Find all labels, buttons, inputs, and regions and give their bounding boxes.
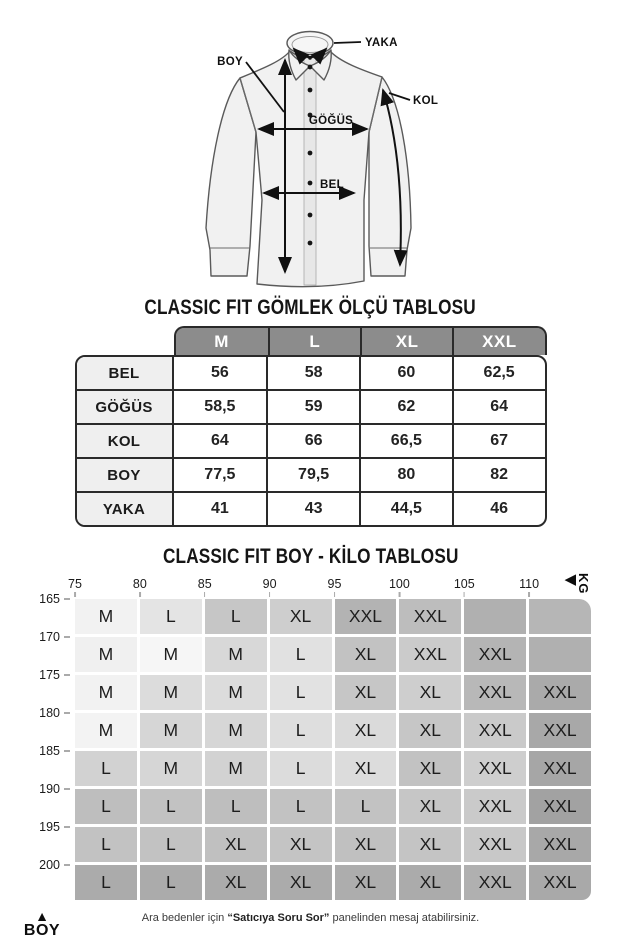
size-value-cell: 66	[266, 425, 359, 457]
size-value-cell: 77,5	[204, 466, 236, 483]
kilo-size-cell: XL	[205, 865, 267, 900]
kilo-size-cell: M	[140, 675, 202, 710]
kilo-size-cell: XL	[270, 865, 332, 900]
kilo-size-cell: M	[140, 713, 202, 748]
kilo-size-cell: XXL	[464, 713, 526, 748]
kilo-size-cell: XXL	[464, 637, 526, 672]
boy-axis-label	[17, 910, 67, 940]
size-value-cell: 41	[210, 500, 229, 517]
size-value-cell: 46	[452, 493, 545, 525]
footer-note	[0, 908, 621, 924]
kilo-size-cell: L	[270, 675, 332, 710]
kg-tick: 100	[389, 577, 410, 597]
kg-tick: 105	[454, 577, 475, 597]
height-tick: 180	[39, 706, 70, 720]
footer-prefix: Ara bedenler için	[141, 912, 228, 924]
kilo-size-cell: M	[75, 675, 137, 710]
diagram-label-gogus: GÖĞÜS	[308, 115, 354, 127]
shirt-diagram-svg	[0, 0, 621, 292]
size-value-cell: 66,5	[359, 425, 452, 457]
kg-tick: 85	[198, 577, 212, 597]
size-col-header: XL	[360, 328, 452, 355]
kilo-size-cell: M	[75, 637, 137, 672]
boy-arrow-icon: ▲	[35, 908, 49, 924]
diagram-label-boy: BOY	[217, 56, 243, 68]
kilo-size-cell: XL	[335, 675, 397, 710]
kilo-size-cell: L	[75, 789, 137, 824]
kilo-size-cell: XXL	[529, 789, 591, 824]
size-table-title: CLASSIC FIT GÖMLEK ÖLÇÜ TABLOSU	[144, 295, 477, 319]
size-table-row	[77, 357, 545, 389]
size-value-cell: 80	[359, 459, 452, 491]
kilo-empty-cell	[529, 599, 591, 634]
size-table	[75, 326, 547, 527]
kilo-size-cell: XXL	[464, 751, 526, 786]
boy-axis-text: BOY	[23, 922, 61, 939]
kilo-size-cell: XXL	[529, 865, 591, 900]
kg-tick: 75	[68, 577, 82, 597]
shirt-outline	[206, 32, 411, 287]
kg-axis-label	[564, 573, 589, 595]
size-table-row	[77, 457, 545, 491]
height-tick: 200	[39, 858, 70, 872]
kilo-size-cell: L	[140, 827, 202, 862]
kilo-size-cell: M	[75, 713, 137, 748]
kilo-size-cell: L	[205, 599, 267, 634]
kg-tick: 95	[328, 577, 342, 597]
kilo-size-cell: M	[205, 637, 267, 672]
size-table-row	[77, 423, 545, 457]
kilo-size-cell: XL	[399, 675, 461, 710]
kilo-size-cell: XXL	[335, 599, 397, 634]
kilo-size-cell: M	[205, 751, 267, 786]
kilo-size-cell: XL	[270, 827, 332, 862]
kilo-size-cell: M	[140, 751, 202, 786]
kilo-empty-cell	[464, 599, 526, 634]
kilo-size-cell: XL	[399, 713, 461, 748]
height-tick: 170	[39, 630, 70, 644]
size-table-row	[77, 491, 545, 525]
size-value-cell: 58,5	[204, 398, 236, 415]
size-value-cell: 44,5	[359, 493, 452, 525]
kilo-size-cell: M	[75, 599, 137, 634]
kilo-size-cell: L	[205, 789, 267, 824]
kilo-chart-title: CLASSIC FIT BOY - KİLO TABLOSU	[162, 544, 459, 568]
size-col-header: L	[268, 328, 360, 355]
kilo-size-cell: L	[270, 637, 332, 672]
height-tick: 175	[39, 668, 70, 682]
height-tick: 185	[39, 744, 70, 758]
size-value-cell: 62	[359, 391, 452, 423]
size-table-row	[77, 389, 545, 423]
kilo-empty-cell	[529, 637, 591, 672]
size-row-label: BOY	[77, 459, 174, 491]
size-value-cell: 60	[359, 357, 452, 389]
kilo-size-cell: XL	[399, 751, 461, 786]
kilo-size-cell: XXL	[464, 675, 526, 710]
size-value-cell: 56	[210, 364, 229, 381]
size-col-header: M	[176, 328, 268, 355]
footer-highlight: “Satıcıya Soru Sor”	[227, 912, 330, 924]
size-value-cell: 64	[210, 432, 229, 449]
size-value-cell: 82	[452, 459, 545, 491]
diagram-label-kol: KOL	[413, 95, 439, 107]
kilo-size-cell: XXL	[464, 865, 526, 900]
size-col-header: XXL	[452, 328, 544, 355]
kilo-size-cell: XL	[335, 637, 397, 672]
size-row-label: GÖĞÜS	[77, 391, 174, 423]
kg-tick: 90	[263, 577, 277, 597]
kilo-size-cell: XXL	[529, 675, 591, 710]
footer-suffix: panelinden mesaj atabilirsiniz.	[329, 912, 480, 924]
height-tick: 165	[39, 592, 70, 606]
kilo-size-cell: M	[205, 675, 267, 710]
height-tick: 195	[39, 820, 70, 834]
kg-arrow-icon: ◀	[564, 571, 576, 588]
kg-axis-text: KG	[576, 573, 591, 595]
kilo-size-cell: L	[140, 599, 202, 634]
kilo-size-cell: XXL	[399, 599, 461, 634]
kilo-grid	[75, 599, 591, 900]
kilo-size-cell: XL	[270, 599, 332, 634]
kilo-size-cell: XL	[335, 751, 397, 786]
kilo-size-cell: L	[140, 865, 202, 900]
size-row-label: YAKA	[77, 493, 174, 525]
kilo-size-cell: M	[205, 713, 267, 748]
size-row-label: BEL	[77, 357, 174, 389]
kilo-size-cell: L	[75, 827, 137, 862]
kilo-size-cell: L	[75, 751, 137, 786]
height-tick: 190	[39, 782, 70, 796]
kilo-size-cell: XXL	[399, 637, 461, 672]
kilo-size-cell: XXL	[464, 827, 526, 862]
kilo-size-cell: M	[140, 637, 202, 672]
kilo-size-cell: XL	[205, 827, 267, 862]
size-value-cell: 43	[266, 493, 359, 525]
kg-tick: 80	[133, 577, 147, 597]
shirt-diagram	[0, 0, 621, 292]
size-row-label: KOL	[77, 425, 174, 457]
kilo-size-cell: L	[270, 713, 332, 748]
kilo-size-cell: L	[335, 789, 397, 824]
kilo-size-cell: XL	[399, 865, 461, 900]
kilo-size-cell: L	[140, 789, 202, 824]
kg-tick: 110	[519, 577, 539, 597]
kilo-size-cell: XXL	[529, 827, 591, 862]
kilo-size-cell: XL	[335, 827, 397, 862]
kilo-size-cell: XL	[399, 789, 461, 824]
kilo-size-cell: XXL	[464, 789, 526, 824]
size-value-cell: 62,5	[452, 357, 545, 389]
diagram-label-bel: BEL	[320, 179, 344, 191]
size-value-cell: 64	[452, 391, 545, 423]
size-table-header	[174, 326, 547, 355]
diagram-label-yaka: YAKA	[365, 37, 398, 49]
kilo-size-cell: XXL	[529, 713, 591, 748]
size-value-cell: 59	[266, 391, 359, 423]
kilo-size-cell: XL	[335, 865, 397, 900]
size-value-cell: 67	[452, 425, 545, 457]
size-value-cell: 58	[266, 357, 359, 389]
kilo-size-cell: XL	[399, 827, 461, 862]
size-value-cell: 79,5	[266, 459, 359, 491]
kilo-size-cell: L	[270, 751, 332, 786]
kilo-size-cell: XL	[335, 713, 397, 748]
kilo-size-cell: XXL	[529, 751, 591, 786]
kilo-size-cell: L	[75, 865, 137, 900]
kilo-size-cell: L	[270, 789, 332, 824]
size-table-body	[75, 355, 547, 527]
